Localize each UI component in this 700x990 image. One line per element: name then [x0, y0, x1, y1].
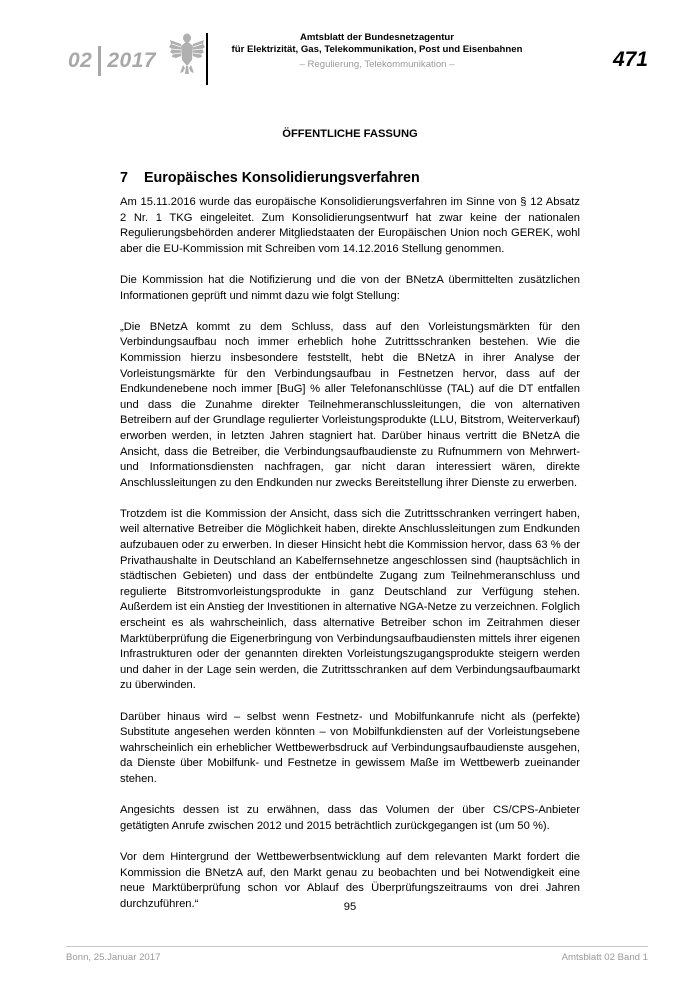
- paragraph: Am 15.11.2016 wurde das europäische Konsolidierungsverfahren im Sinne von § 12 Absatz 2 Nr. 1 TKG eingeleitet. Zum Konsolidierungsentwurf hat zwar keine der nationalen Regulierungsbehörden anderer Mitgliedstaaten der Europäischen Union noch GEREK, wohl aber die EU-Kommission mit Schreiben vom 14.12.2016 Stellung genommen.: [120, 196, 580, 255]
- paragraph: Trotzdem ist die Kommission der Ansicht, dass sich die Zutrittsschranken verringert haben, weil alternative Betreiber die Möglichkeit haben, direkte Anschlussleitungen zum Endkunden aufzubauen oder zu erwerben. In dieser Hinsicht hebt die Kommission hervor, dass 63 % der Privathaushalte in Deutschland an Kabelfernsehnetze angeschlossen sind (hauptsächlich in städtischen Gebieten) und dass der entbündelte Zugang zum Teilnehmeranschluss und regulierte Bitstromvorleistungsprodukte in ganz Deutschland zur Verfügung stehen. Außerdem ist ein Anstieg der Investitionen in alternative NGA-Netze zu verzeichnen. Folglich erscheint es als wahrscheinlich, dass alternative Betreiber schon im Zeitrahmen dieser Marktüberprüfung die Eigenerbringung von Verbindungsaufbaudiensten mittels ihrer eigenen Infrastrukturen oder der genannten direkten Vorleistungszugangsprodukte steigern werden und daher in der Lage sein werden, die Zutrittsschranken auf dem Verbindungsaufbaumarkt zu überwinden.: [120, 507, 580, 692]
- issue-number: 02: [68, 49, 93, 72]
- issue-year: 2017: [107, 49, 157, 72]
- paragraph: Angesichts dessen ist zu erwähnen, dass das Volumen der über CS/CPS-Anbieter getätigten Anrufe zwischen 2012 und 2015 beträchtlich zurückgegangen ist (um 50 %).: [120, 804, 580, 832]
- section-number: 7: [120, 170, 128, 186]
- journal-title-line2: für Elektrizität, Gas, Telekommunikation, Post und Eisenbahnen: [231, 44, 523, 55]
- paragraph: „Die BNetzA kommt zu dem Schluss, dass auf den Vorleistungsmärkten für den Verbindungsaufbau noch immer erheblich hohe Zutrittsschranken bestehen. Wie die Kommission hierzu insbesondere feststellt, hebt die BNetzA in ihrer Analyse der Vorleistungsmärkte für den Verbindungsaufbau in Festnetzen hervor, dass auf der Endkundenebene noch immer [BuG] % aller Telefonanschlüsse (TAL) auf die DT entfallen und dass die Zunahme direkter Teilnehmeranschlussleitungen, die von alternativen Betreibern auf der Grundlage regulierter Vorleistungsprodukte (LLU, Bitstrom, Weiterverkauf) erworben werden, in letzten Jahren stagniert hat. Darüber hinaus vertritt die BNetzA die Ansicht, dass die Betreiber, die Verbindungsaufbaudienste zu Rufnummern von Mehrwert- und Informationsdiensten nachfragen, gar nicht daran interessiert wären, direkte Anschlussleitungen zu den Endkunden nur zwecks Bereitstellung ihrer Dienste zu erwerben.: [120, 320, 580, 489]
- footer-divider: [66, 946, 648, 947]
- journal-page-number: 471: [612, 48, 648, 71]
- footer-issue: Amtsblatt 02 Band 1: [561, 952, 648, 963]
- section-title: Europäisches Konsolidierungsverfahren: [144, 170, 420, 186]
- document-body: [120, 195, 580, 912]
- classification-heading: ÖFFENTLICHE FASSUNG: [282, 128, 418, 140]
- paragraph: Vor dem Hintergrund der Wettbewerbsentwicklung auf dem relevanten Markt fordert die Kommission die BNetzA auf, den Markt genau zu beobachten und bei Notwendigkeit eine neue Marktüberprüfung schon vor Ablauf des Überprüfungszeitraums von drei Jahren durchzuführen.“: [120, 850, 580, 910]
- journal-title: [216, 32, 538, 56]
- journal-title-line1: Amtsblatt der Bundesnetzagentur: [299, 32, 455, 43]
- federal-eagle-icon: [168, 30, 206, 76]
- header-divider: [206, 33, 208, 85]
- section-heading: [120, 170, 420, 186]
- footer-place-date: Bonn, 25.Januar 2017: [66, 952, 161, 963]
- paragraph: Darüber hinaus wird – selbst wenn Festnetz- und Mobilfunkanrufe nicht als (perfekte) Substitute angesehen werden könnten – von Mobilfunkdiensten auf der Vorleistungsebene wahrscheinlich ein erheblicher Wettbewerbsdruck auf Verbindungsaufbaudienste ausgehen, da Dienste über Mobilfunk- und Festnetze in gewissem Maße im Wettbewerb zueinander stehen.: [120, 710, 580, 785]
- paragraph: Die Kommission hat die Notifizierung und die von der BNetzA übermittelten zusätzlichen Informationen geprüft und nimmt dazu wie folgt Stellung:: [120, 273, 580, 302]
- issue-label: [68, 46, 156, 76]
- issue-divider: [98, 46, 101, 76]
- journal-subtitle: – Regulierung, Telekommunikation –: [299, 59, 455, 70]
- document-page-number: 95: [343, 901, 357, 913]
